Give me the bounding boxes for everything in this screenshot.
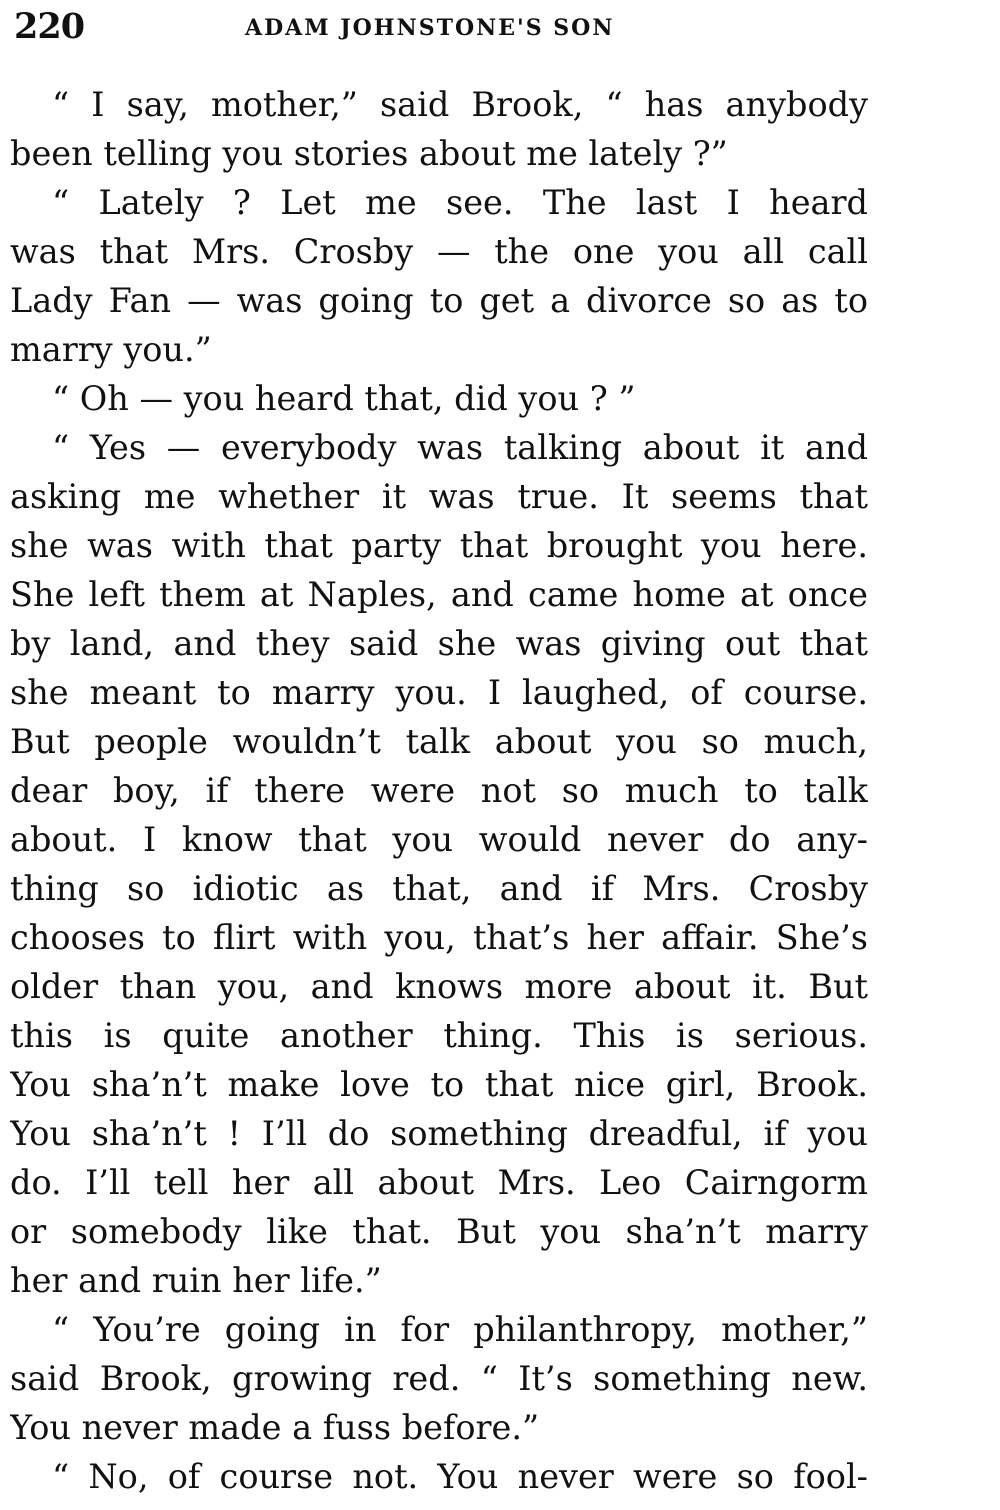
page-number: 220 bbox=[14, 6, 85, 47]
text-line: she meant to marry you. I laughed, of course. bbox=[10, 673, 868, 712]
text-line: You sha’n’t ! I’ll do something dreadful, if you bbox=[10, 1114, 868, 1153]
text-line: But people wouldn’t talk about you so much, bbox=[10, 722, 868, 761]
text-line: chooses to flirt with you, that’s her affair. She’s bbox=[10, 918, 868, 957]
text-line: older than you, and knows more about it. But bbox=[10, 967, 868, 1006]
body-text bbox=[10, 80, 868, 1501]
text-line: “ No, of course not. You never were so fool- bbox=[52, 1457, 868, 1496]
text-line: marry you.” bbox=[10, 330, 212, 369]
text-line: “ You’re going in for philanthropy, mother,” bbox=[52, 1310, 868, 1349]
text-line: by land, and they said she was giving out that bbox=[10, 624, 868, 663]
text-line: about. I know that you would never do any- bbox=[10, 820, 868, 859]
text-line: this is quite another thing. This is serious. bbox=[10, 1016, 868, 1055]
text-line: asking me whether it was true. It seems that bbox=[10, 477, 868, 516]
text-line: said Brook, growing red. “ It’s something new. bbox=[10, 1359, 868, 1398]
text-line: her and ruin her life.” bbox=[10, 1261, 382, 1300]
text-line: “ Yes — everybody was talking about it and bbox=[52, 428, 868, 467]
text-line: or somebody like that. But you sha’n’t marry bbox=[10, 1212, 868, 1251]
text-line: was that Mrs. Crosby — the one you all call bbox=[10, 232, 868, 271]
text-line: “ Oh — you heard that, did you ? ” bbox=[52, 379, 636, 418]
text-line: You sha’n’t make love to that nice girl, Brook. bbox=[10, 1065, 868, 1104]
text-line: “ Lately ? Let me see. The last I heard bbox=[52, 183, 868, 222]
text-line: She left them at Naples, and came home at once bbox=[10, 575, 868, 614]
text-line: thing so idiotic as that, and if Mrs. Crosby bbox=[10, 869, 868, 908]
text-line: dear boy, if there were not so much to talk bbox=[10, 771, 868, 810]
page-header bbox=[14, 6, 874, 52]
text-line: she was with that party that brought you here. bbox=[10, 526, 868, 565]
text-line: You never made a fuss before.” bbox=[10, 1408, 540, 1447]
text-line: been telling you stories about me lately ?” bbox=[10, 134, 728, 173]
running-head: ADAM JOHNSTONE'S SON bbox=[245, 15, 615, 41]
text-line: do. I’ll tell her all about Mrs. Leo Cairngorm bbox=[10, 1163, 868, 1202]
text-line: Lady Fan — was going to get a divorce so as to bbox=[10, 281, 868, 320]
text-line: “ I say, mother,” said Brook, “ has anybody bbox=[52, 85, 868, 124]
